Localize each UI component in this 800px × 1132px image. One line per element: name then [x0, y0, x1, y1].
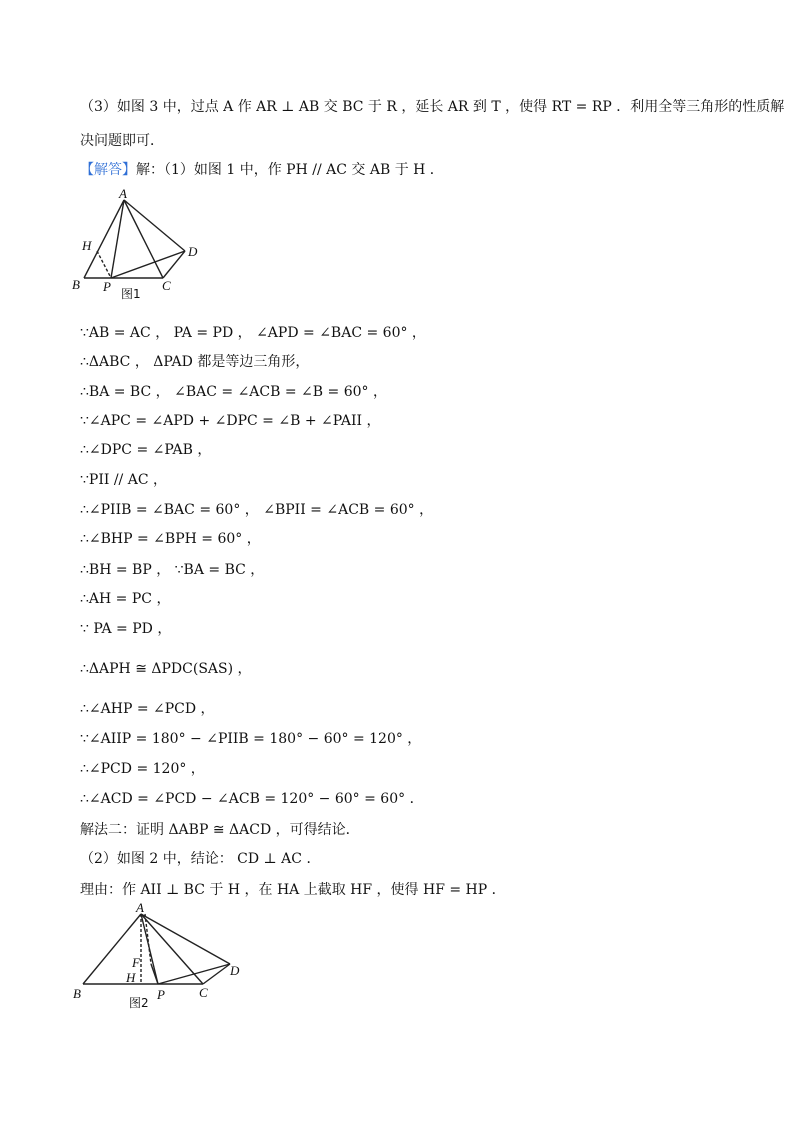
fig2-label-h: H [126, 970, 136, 985]
proof-line-4: ∵∠APC = ∠APD + ∠DPC = ∠B + ∠PAII ， [80, 413, 381, 429]
answer-head-text: 解：（1）如图 1 中，作 PH // AC 交 AB 于 H ． [136, 162, 444, 178]
fig1-label-b: B [72, 277, 80, 292]
proof-line-6: ∵PII // AC ， [80, 472, 167, 488]
fig2-label-c: C [199, 985, 208, 1000]
figure-2 [70, 900, 250, 1012]
fig1-segment-hp-dashed [97, 251, 111, 278]
method-two: 解法二：证明 ΔABP ≅ ΔACD ，可得结论． [80, 822, 360, 838]
fig1-label-a: A [119, 188, 127, 201]
proof-line-7: ∴∠PIIB = ∠BAC = 60° ， ∠BPII = ∠ACB = 60° ， [80, 502, 434, 518]
answer-tag: 【解答】 [80, 162, 136, 178]
proof-line-5: ∴∠DPC = ∠PAB ， [80, 442, 212, 458]
fig2-label-f: F [132, 955, 140, 970]
fig2-caption: 图2 [129, 996, 149, 1010]
fig1-label-p: P [103, 279, 111, 294]
part3-intro-line1: （3）如图 3 中，过点 A 作 AR ⊥ AB 交 BC 于 R ，延长 AR 到 T ，使得 RT = RP ．利用全等三角形的性质解 [80, 99, 785, 115]
fig1-caption: 图1 [121, 287, 141, 300]
fig2-label-a: A [136, 900, 144, 915]
proof-line-9: ∴BH = BP ， ∵BA = BC ， [80, 562, 265, 578]
proof-line-15: ∴∠PCD = 120° ， [80, 761, 205, 777]
fig2-segment-cd [203, 964, 230, 984]
proof-line-10: ∴AH = PC ， [80, 591, 171, 607]
proof-line-11: ∵ PA = PD ， [80, 621, 172, 637]
part2-reason: 理由：作 AII ⊥ BC 于 H ，在 HA 上截取 HF ，使得 HF = HP ． [80, 882, 506, 898]
proof-line-16: ∴∠ACD = ∠PCD − ∠ACB = 120° − 60° = 60° ． [80, 791, 424, 807]
fig2-segment-pd [158, 964, 230, 984]
proof-line-2: ∴ΔABC ， ΔPAD 都是等边三角形， [80, 354, 310, 370]
fig2-label-b: B [73, 986, 81, 1001]
proof-line-14: ∵∠AIIP = 180° − ∠PIIB = 180° − 60° = 120° ， [80, 731, 422, 747]
fig1-label-h: H [82, 238, 92, 253]
part2-head: （2）如图 2 中，结论： CD ⊥ AC ． [80, 851, 321, 867]
fig1-label-d: D [188, 244, 198, 259]
fig2-label-p: P [157, 987, 165, 1002]
proof-line-12: ∴ΔAPH ≅ ΔPDC(SAS) ， [80, 661, 252, 677]
proof-line-3: ∴BA = BC ， ∠BAC = ∠ACB = ∠B = 60° ， [80, 384, 387, 400]
proof-line-8: ∴∠BHP = ∠BPH = 60° ， [80, 531, 261, 547]
part3-intro-line2: 决问题即可． [80, 133, 164, 149]
fig1-label-c: C [162, 278, 171, 293]
proof-line-13: ∴∠AHP = ∠PCD ， [80, 701, 215, 717]
answer-header [80, 160, 444, 180]
proof-line-1: ∵AB = AC ， PA = PD ， ∠APD = ∠BAC = 60° ， [80, 325, 426, 341]
fig1-segment-ad [124, 200, 185, 251]
fig2-segment-ad [141, 914, 230, 964]
figure-1 [70, 188, 220, 300]
fig2-label-d: D [230, 963, 240, 978]
